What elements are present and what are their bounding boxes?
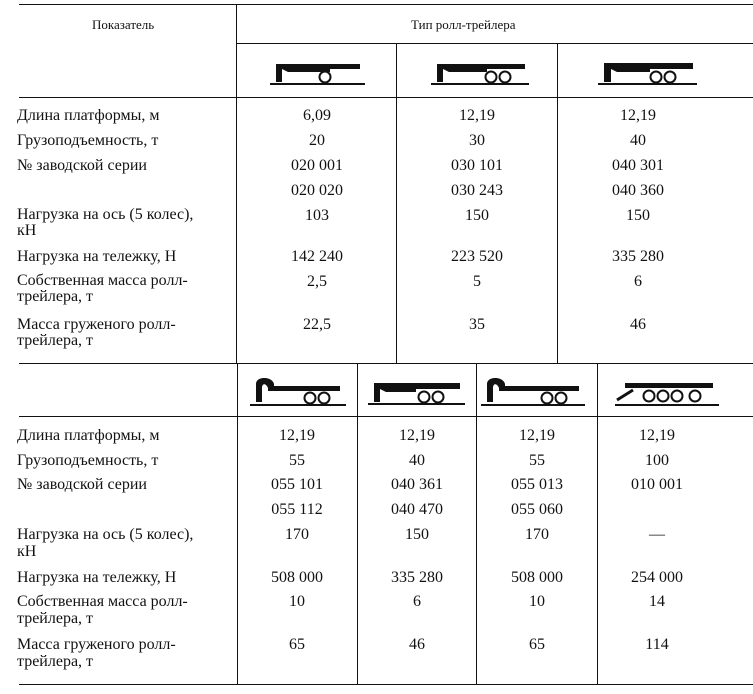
cell-value: 35	[469, 316, 485, 333]
cell-value: 6,09	[303, 107, 331, 124]
row-label-axle-load: Нагрузка на ось (5 колес), кН	[17, 526, 194, 560]
cell-value: 170	[525, 526, 549, 543]
cell-value: 335 280	[612, 248, 664, 265]
flatbed-single-axle-icon	[270, 60, 365, 86]
cell-value: 020 001	[291, 157, 343, 174]
cell-value: 22,5	[303, 316, 331, 333]
bottom-col3-rule	[597, 363, 598, 684]
cell-value: 254 000	[631, 569, 683, 586]
cell-value: 020 020	[291, 182, 343, 199]
section-divider-rule	[19, 363, 753, 364]
top-col2-rule	[557, 43, 558, 363]
cell-value: 65	[529, 636, 545, 653]
cell-value: 46	[630, 316, 646, 333]
cell-value: 65	[289, 636, 305, 653]
cell-value: —	[649, 526, 665, 543]
cell-value: 100	[645, 452, 669, 469]
gooseneck-trailer-icon	[481, 374, 585, 408]
cell-value: 6	[413, 593, 421, 610]
cell-value: 040 361	[391, 476, 443, 493]
row-label-axle-load: Нагрузка на ось (5 колес), кН	[17, 206, 194, 239]
cell-value: 030 243	[451, 182, 503, 199]
top-header-bottom-rule	[19, 97, 753, 98]
cell-value: 12,19	[519, 427, 555, 444]
cell-value: 040 470	[391, 501, 443, 518]
cell-value: 055 013	[511, 476, 563, 493]
cell-value: 142 240	[291, 248, 343, 265]
cell-value: 040 360	[612, 182, 664, 199]
heavy-multi-axle-trailer-icon	[615, 378, 719, 408]
bottom-col2-rule	[476, 363, 477, 684]
row-label-loaded-mass: Масса груженого ролл- трейлера, т	[17, 636, 176, 670]
row-label-own-mass: Собственная масса ролл- трейлера, т	[17, 272, 188, 305]
cell-value: 12,19	[459, 107, 495, 124]
cell-value: 055 101	[271, 476, 323, 493]
cell-value: 055 112	[271, 501, 323, 518]
row-label-bogie-load: Нагрузка на тележку, Н	[17, 569, 177, 586]
indicator-header: Показатель	[92, 17, 155, 32]
cell-value: 040 301	[612, 157, 664, 174]
cell-value: 103	[305, 207, 329, 224]
cell-value: 5	[473, 273, 481, 290]
cell-value: 114	[645, 636, 669, 653]
cell-value: 010 001	[631, 476, 683, 493]
cell-value: 46	[409, 636, 425, 653]
subheader-rule	[237, 43, 753, 44]
cell-value: 6	[634, 273, 642, 290]
bottom-header-rule	[19, 416, 753, 417]
cell-value: 170	[285, 526, 309, 543]
table-bottom-rule	[19, 684, 753, 685]
cell-value: 150	[626, 207, 650, 224]
cell-value: 14	[649, 593, 665, 610]
cell-value: 508 000	[511, 569, 563, 586]
cell-value: 55	[289, 452, 305, 469]
gooseneck-trailer-icon	[250, 374, 346, 408]
row-label-capacity: Грузоподъемность, т	[17, 132, 159, 149]
row-label-platform-length: Длина платформы, м	[17, 427, 160, 444]
cell-value: 40	[409, 452, 425, 469]
flatbed-double-axle-icon	[368, 376, 465, 406]
flatbed-double-axle-icon	[598, 58, 697, 86]
row-label-serial: № заводской серии	[17, 157, 147, 174]
row-label-loaded-mass: Масса груженого ролл- трейлера, т	[17, 316, 176, 349]
cell-value: 150	[465, 207, 489, 224]
row-label-serial: № заводской серии	[17, 476, 147, 493]
cell-value: 10	[529, 593, 545, 610]
flatbed-double-axle-icon	[431, 60, 529, 86]
cell-value: 223 520	[451, 248, 503, 265]
row-label-capacity: Грузоподъемность, т	[17, 452, 159, 469]
cell-value: 12,19	[399, 427, 435, 444]
cell-value: 10	[289, 593, 305, 610]
cell-value: 55	[529, 452, 545, 469]
bottom-label-column-rule	[237, 363, 238, 684]
trailer-type-header: Тип ролл-трейлера	[411, 17, 516, 32]
cell-value: 150	[405, 526, 429, 543]
table-top-rule	[19, 4, 753, 5]
cell-value: 508 000	[271, 569, 323, 586]
cell-value: 30	[469, 132, 485, 149]
row-label-bogie-load: Нагрузка на тележку, Н	[17, 248, 177, 265]
cell-value: 20	[309, 132, 325, 149]
cell-value: 12,19	[620, 107, 656, 124]
cell-value: 12,19	[639, 427, 675, 444]
top-col1-rule	[396, 43, 397, 363]
top-label-column-rule	[236, 4, 237, 363]
cell-value: 055 060	[511, 501, 563, 518]
cell-value: 40	[630, 132, 646, 149]
cell-value: 2,5	[307, 273, 327, 290]
row-label-platform-length: Длина платформы, м	[17, 107, 160, 124]
cell-value: 335 280	[391, 569, 443, 586]
cell-value: 12,19	[279, 427, 315, 444]
row-label-own-mass: Собственная масса ролл- трейлера, т	[17, 593, 188, 627]
bottom-col1-rule	[357, 363, 358, 684]
cell-value: 030 101	[451, 157, 503, 174]
